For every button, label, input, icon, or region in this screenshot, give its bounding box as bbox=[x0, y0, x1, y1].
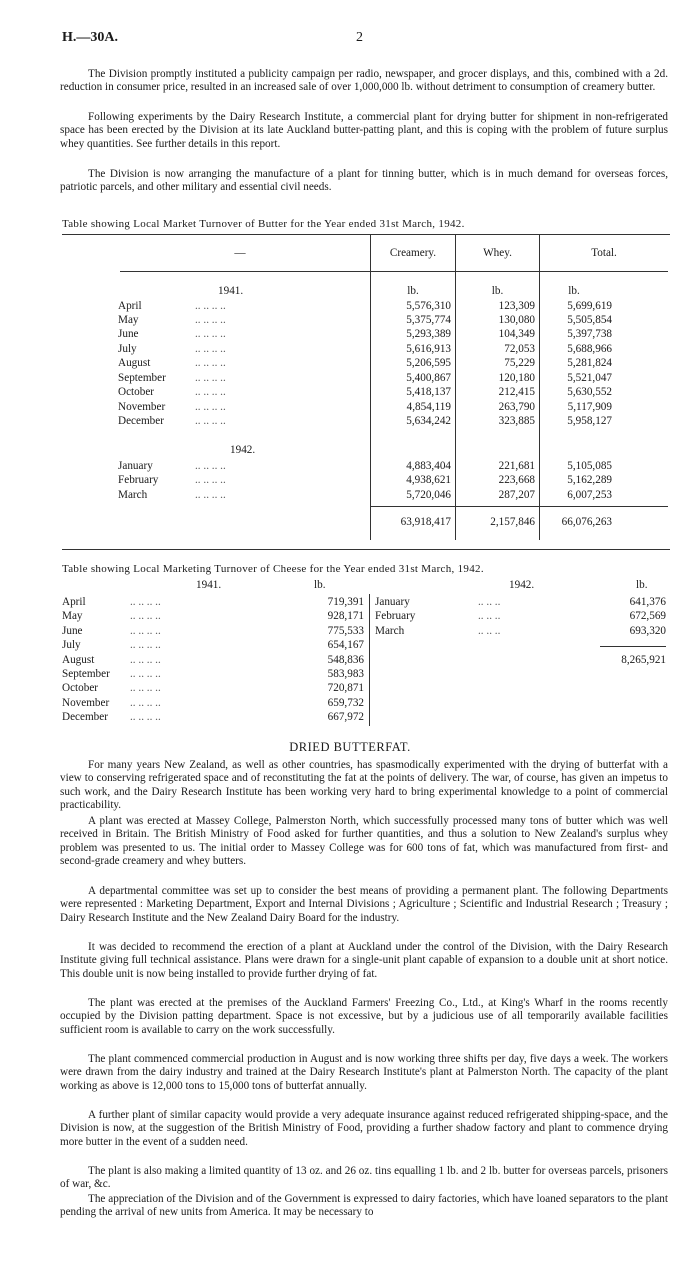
butter-row-leader-dots: .. .. .. .. bbox=[195, 474, 226, 486]
butter-row-leader-dots: .. .. .. .. bbox=[195, 357, 226, 369]
cheese-right-value: 641,376 bbox=[629, 596, 666, 608]
butter-row-month: February bbox=[118, 474, 159, 486]
butter-row-creamery: 4,938,621 bbox=[406, 474, 451, 486]
cheese-right-value: 672,569 bbox=[629, 610, 666, 623]
cheese-left-month: November bbox=[62, 696, 110, 709]
section-title: DRIED BUTTERFAT. bbox=[289, 740, 411, 754]
butter-row-total: 5,162,289 bbox=[567, 474, 612, 486]
cheese-left-month: December bbox=[62, 711, 108, 724]
butter-row-whey: 72,053 bbox=[504, 343, 535, 355]
cheese-left-leader-dots: .. .. .. .. bbox=[130, 668, 161, 680]
cheese-left-value: 659,732 bbox=[327, 696, 364, 709]
body-paragraph-8: The plant is also making a limited quantity of 13 oz. and 26 oz. tins equalling 1 lb. and 2 lb. butter for overseas parcels, prisoners of war, &c. bbox=[60, 1165, 668, 1191]
cheese-left-leader-dots: .. .. .. .. bbox=[130, 610, 161, 623]
cheese-unit-left: lb. bbox=[314, 579, 326, 591]
cheese-table-caption: Table showing Local Marketing Turnover of Cheese for the Year ended 31st March, 1942. bbox=[62, 563, 484, 575]
butter-row-whey: 223,668 bbox=[498, 474, 535, 486]
cheese-left-leader-dots: .. .. .. .. bbox=[130, 711, 161, 724]
butter-table-bottom-rule bbox=[62, 549, 670, 550]
butter-row-total: 5,117,909 bbox=[567, 401, 612, 413]
butter-row-whey: 221,681 bbox=[498, 460, 535, 472]
butter-row-total: 5,105,085 bbox=[567, 460, 612, 472]
cheese-total-rule bbox=[600, 646, 666, 647]
butter-row-whey: 130,080 bbox=[498, 314, 535, 326]
body-paragraph-5: The plant was erected at the premises of the Auckland Farmers' Freezing Co., Ltd., at King's Wharf in the rooms recently occupied by the Division patting department. Space is not excessive, but by a judicious use of all temporarily available facilities sufficient room is available to carry on the work successfully. bbox=[60, 997, 668, 1036]
butter-table-total-rule bbox=[370, 506, 668, 507]
butter-row-month: August bbox=[118, 357, 151, 369]
cheese-year-1942: 1942. bbox=[509, 579, 535, 591]
body-paragraph-7: A further plant of similar capacity would provide a very adequate insurance against reduced refrigerated shipping-space, and the Division is now, at the suggestion of the British Ministry of Food, providing a further shadow factory and plant to commence drying more butter in the event of a sudden need. bbox=[60, 1109, 668, 1148]
cheese-left-month: July bbox=[62, 639, 81, 652]
cheese-right-month: March bbox=[375, 624, 405, 637]
butter-row-leader-dots: .. .. .. .. bbox=[195, 489, 226, 501]
cheese-left-month: May bbox=[62, 610, 83, 623]
butter-row-total: 6,007,253 bbox=[567, 489, 612, 501]
butter-row-leader-dots: .. .. .. .. bbox=[195, 328, 226, 340]
butter-row-leader-dots: .. .. .. .. bbox=[195, 343, 226, 355]
page-number: 2 bbox=[356, 30, 363, 45]
butter-row-total: 5,688,966 bbox=[567, 343, 612, 355]
cheese-left-value: 654,167 bbox=[327, 639, 364, 652]
cheese-left-month: August bbox=[62, 653, 95, 666]
cheese-right-value: 693,320 bbox=[629, 624, 666, 637]
cheese-left-leader-dots: .. .. .. .. bbox=[130, 624, 161, 637]
body-paragraph-3: A departmental committee was set up to consider the best means of providing a permanent plant. The following Departments were represented : Marketing Department, Export and Internal Divisions ; Agriculture ; Scientific and Industrial Research ; Treasury ; Dairy Research Institute and the New Zealand Dairy Board for the industry. bbox=[60, 885, 668, 924]
butter-row-month: November bbox=[118, 401, 166, 413]
cheese-left-month: April bbox=[62, 596, 86, 608]
intro-paragraph-2: Following experiments by the Dairy Research Institute, a commercial plant for drying butter for shipment in non-refrigerated space has been erected by the Division at its late Auckland butter-patting plant, and this is coping with the problem of future surplus whey quantities. See further details in this report. bbox=[60, 111, 668, 150]
butter-row-creamery: 5,634,242 bbox=[406, 415, 451, 427]
butter-col-total: Total. bbox=[591, 247, 617, 259]
butter-row-leader-dots: .. .. .. .. bbox=[195, 386, 226, 398]
butter-row-creamery: 5,293,389 bbox=[406, 328, 451, 340]
cheese-unit-right: lb. bbox=[636, 579, 648, 591]
butter-row-leader-dots: .. .. .. .. bbox=[195, 372, 226, 384]
cheese-left-value: 775,533 bbox=[327, 624, 364, 637]
body-paragraph-4: It was decided to recommend the erection of a plant at Auckland under the control of the Division, with the Dairy Research Institute giving full technical assistance. Plans were drawn for a single-unit plant capable of expansion to a double unit at short notice. This double unit is now being installed to provide further drying of fat. bbox=[60, 941, 668, 980]
document-code: H.—30A. bbox=[62, 30, 118, 45]
butter-row-month: October bbox=[118, 386, 155, 398]
butter-row-month: April bbox=[118, 300, 142, 312]
cheese-left-leader-dots: .. .. .. .. bbox=[130, 696, 161, 709]
cheese-right-leader-dots: .. .. .. bbox=[478, 624, 501, 637]
body-paragraph-6: The plant commenced commercial production in August and is now working three shifts per day, five days a week. The workers were drawn from the dairy industry and trained at the Dairy Research Institute's plant at Palmerston North. The capacity of the plant working as above is 12,000 tons to 15,000 tons of butterfat annually. bbox=[60, 1053, 668, 1092]
butter-total-whey: 2,157,846 bbox=[490, 516, 535, 528]
butter-row-total: 5,958,127 bbox=[567, 415, 612, 427]
butter-row-total: 5,630,552 bbox=[567, 386, 612, 398]
butter-total-total: 66,076,263 bbox=[561, 516, 612, 528]
butter-unit-whey: lb. bbox=[491, 285, 504, 297]
butter-row-leader-dots: .. .. .. .. bbox=[195, 314, 226, 326]
butter-row-month: September bbox=[118, 372, 166, 384]
butter-table-top-rule bbox=[62, 234, 670, 235]
cheese-left-leader-dots: .. .. .. .. bbox=[130, 653, 161, 666]
butter-row-total: 5,521,047 bbox=[567, 372, 612, 384]
cheese-left-leader-dots: .. .. .. .. bbox=[130, 682, 161, 695]
butter-table-header-rule bbox=[120, 271, 668, 272]
butter-row-month: July bbox=[118, 343, 137, 355]
cheese-year-1941: 1941. bbox=[196, 579, 222, 591]
cheese-left-value: 583,983 bbox=[327, 668, 364, 680]
cheese-total: 8,265,921 bbox=[621, 654, 666, 666]
cheese-table-divider bbox=[369, 594, 370, 726]
butter-row-whey: 123,309 bbox=[498, 300, 535, 312]
butter-year-1942: 1942. bbox=[230, 444, 256, 456]
body-paragraph-9: The appreciation of the Division and of the Government is expressed to dairy factories, which have loaned separators to the plant pending the arrival of new units from America. It may be necessary to bbox=[60, 1193, 668, 1219]
butter-row-leader-dots: .. .. .. .. bbox=[195, 415, 226, 427]
butter-row-month: December bbox=[118, 415, 164, 427]
butter-row-total: 5,699,619 bbox=[567, 300, 612, 312]
cheese-left-value: 928,171 bbox=[327, 610, 364, 623]
cheese-left-value: 667,972 bbox=[327, 711, 364, 724]
cheese-left-value: 719,391 bbox=[327, 596, 364, 608]
butter-row-creamery: 5,375,774 bbox=[406, 314, 451, 326]
cheese-right-month: January bbox=[375, 596, 410, 608]
butter-row-month: March bbox=[118, 489, 148, 501]
butter-row-creamery: 5,400,867 bbox=[406, 372, 451, 384]
butter-col-whey: Whey. bbox=[483, 247, 512, 259]
cheese-left-value: 720,871 bbox=[327, 682, 364, 695]
butter-unit-creamery: lb. bbox=[407, 285, 419, 297]
butter-row-whey: 263,790 bbox=[498, 401, 535, 413]
butter-row-total: 5,505,854 bbox=[567, 314, 612, 326]
body-paragraph-2: A plant was erected at Massey College, Palmerston North, which successfully processed many tons of butter which was well received in Britain. The British Ministry of Food asked for further quantities, and thus a solution to New Zealand's surplus whey problem was presented to us. The initial order to Massey College was for 600 tons of fat, which was manufactured from first- and second-grade creamery and whey butters. bbox=[60, 815, 668, 868]
intro-paragraph-1: The Division promptly instituted a publicity campaign per radio, newspaper, and grocer displays, and this, combined with a 2d. reduction in consumer price, resulted in an increased sale of over 1,000,000 lb. without detriment to consumption of creamery butter. bbox=[60, 68, 668, 94]
butter-col-blank: — bbox=[234, 247, 246, 259]
butter-row-whey: 323,885 bbox=[498, 415, 535, 427]
butter-row-creamery: 5,720,046 bbox=[406, 489, 451, 501]
butter-row-month: January bbox=[118, 460, 153, 472]
cheese-left-month: October bbox=[62, 682, 99, 695]
cheese-left-month: June bbox=[62, 624, 83, 637]
butter-row-leader-dots: .. .. .. .. bbox=[195, 460, 226, 472]
butter-row-creamery: 4,854,119 bbox=[406, 401, 451, 413]
body-paragraph-1: For many years New Zealand, as well as other countries, has spasmodically experimented with the drying of butterfat with a view to conserving refrigerated space and of reconstituting the fat at the points of delivery. The war, of course, has given an impetus to such work, and the Dairy Research Institute has been working very hard to bring experimental knowledge to a point of commercial practicability. bbox=[60, 759, 668, 812]
butter-total-creamery: 63,918,417 bbox=[400, 516, 451, 528]
butter-row-creamery: 4,883,404 bbox=[406, 460, 451, 472]
cheese-left-value: 548,836 bbox=[327, 653, 364, 666]
butter-row-whey: 287,207 bbox=[498, 489, 535, 501]
butter-year-1941: 1941. bbox=[218, 285, 244, 297]
cheese-left-leader-dots: .. .. .. .. bbox=[130, 596, 161, 608]
butter-row-creamery: 5,418,137 bbox=[406, 386, 451, 398]
butter-table-caption: Table showing Local Market Turnover of Butter for the Year ended 31st March, 1942. bbox=[62, 218, 465, 230]
butter-row-whey: 75,229 bbox=[504, 357, 535, 369]
butter-row-creamery: 5,616,913 bbox=[406, 343, 451, 355]
butter-row-whey: 212,415 bbox=[498, 386, 535, 398]
cheese-left-leader-dots: .. .. .. .. bbox=[130, 639, 161, 652]
butter-row-month: May bbox=[118, 314, 139, 326]
butter-row-whey: 120,180 bbox=[498, 372, 535, 384]
butter-row-whey: 104,349 bbox=[498, 328, 535, 340]
butter-row-leader-dots: .. .. .. .. bbox=[195, 401, 226, 413]
butter-col-creamery: Creamery. bbox=[389, 247, 437, 259]
butter-row-leader-dots: .. .. .. .. bbox=[195, 300, 226, 312]
butter-row-creamery: 5,576,310 bbox=[406, 300, 451, 312]
butter-unit-total: lb. bbox=[568, 285, 580, 297]
cheese-right-leader-dots: .. .. .. bbox=[478, 596, 501, 608]
butter-row-month: June bbox=[118, 328, 139, 340]
intro-paragraph-3: The Division is now arranging the manufacture of a plant for tinning butter, which is in much demand for overseas forces, patriotic parcels, and other military and essential civil needs. bbox=[60, 168, 668, 194]
butter-row-total: 5,397,738 bbox=[567, 328, 612, 340]
butter-row-creamery: 5,206,595 bbox=[406, 357, 451, 369]
cheese-left-month: September bbox=[62, 668, 110, 680]
butter-row-total: 5,281,824 bbox=[567, 357, 612, 369]
cheese-right-month: February bbox=[375, 610, 416, 623]
cheese-right-leader-dots: .. .. .. bbox=[478, 610, 501, 623]
